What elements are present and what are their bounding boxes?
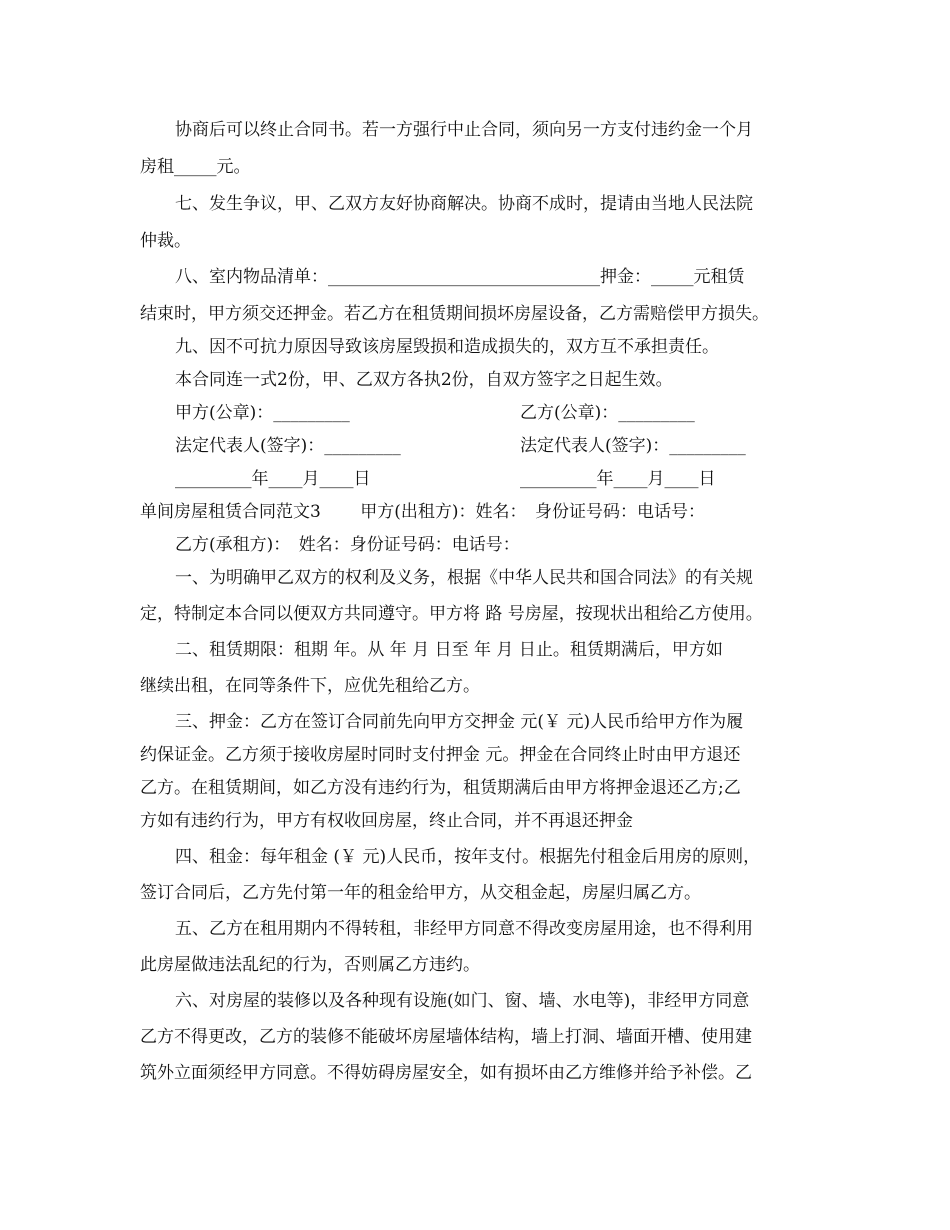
party-b-date: _________年____月____日 bbox=[520, 469, 716, 489]
paragraph-line: 房租_____元。 bbox=[140, 157, 251, 177]
paragraph-line: 仲裁。 bbox=[140, 231, 191, 251]
clause-6-line: 六、对房屋的装修以及各种现有设施(如门、窗、墙、水电等)，非经甲方同意 bbox=[175, 991, 750, 1011]
clause-9-line: 九、因不可抗力原因导致该房屋毁损和造成损失的，双方互不承担责任。 bbox=[175, 337, 719, 357]
effective-clause-line: 本合同连一式2份，甲、乙双方各执2份，自双方签字之日起生效。 bbox=[175, 370, 673, 390]
clause-8-line: 八、室内物品清单：________________________________押金：_____元租赁 bbox=[175, 267, 745, 287]
paragraph-line: 签订合同后，乙方先付第一年的租金给甲方，从交租金起，房屋归属乙方。 bbox=[140, 883, 701, 903]
paragraph-line: 乙方(承租方)： 姓名：身份证号码：电话号： bbox=[175, 535, 520, 555]
clause-2-line: 二、租赁期限：租期 年。从 年 月 日至 年 月 日止。租赁期满后，甲方如 bbox=[175, 640, 723, 660]
party-a-seal: 甲方(公章)：_________ bbox=[175, 403, 350, 423]
paragraph-line: 乙方不得更改，乙方的装修不能破坏房屋墙体结构，墙上打洞、墙面开槽、使用建 bbox=[140, 1027, 752, 1047]
paragraph-line: 结束时，甲方须交还押金。若乙方在租赁期间损坏房屋设备，乙方需赔偿甲方损失。 bbox=[140, 304, 769, 324]
paragraph-line: 方如有违约行为，甲方有权收回房屋，终止合同，并不再退还押金 bbox=[140, 811, 633, 831]
party-b-seal: 乙方(公章)：_________ bbox=[520, 403, 695, 423]
party-a-representative: 法定代表人(签字)：_________ bbox=[175, 436, 401, 456]
paragraph-line: 定，特制定本合同以便双方共同遵守。甲方将 路 号房屋，按现状出租给乙方使用。 bbox=[140, 604, 763, 624]
paragraph-line: 乙方。在租赁期间，如乙方没有违约行为，租赁期满后由甲方将押金退还乙方;乙 bbox=[140, 778, 741, 798]
clause-4-line: 四、租金：每年租金 (￥ 元)人民币，按年支付。根据先付租金后用房的原则， bbox=[175, 847, 761, 867]
clause-7-line: 七、发生争议，甲、乙双方友好协商解决。协商不成时，提请由当地人民法院 bbox=[175, 194, 753, 214]
party-a-date: _________年____月____日 bbox=[175, 469, 371, 489]
paragraph-line: 筑外立面须经甲方同意。不得妨碍房屋安全，如有损坏由乙方维修并给予补偿。乙 bbox=[140, 1063, 752, 1083]
paragraph-line: 继续出租，在同等条件下，应优先租给乙方。 bbox=[140, 676, 480, 696]
paragraph-line: 协商后可以终止合同书。若一方强行中止合同，须向另一方支付违约金一个月 bbox=[175, 120, 753, 140]
clause-5-line: 五、乙方在租用期内不得转租，非经甲方同意不得改变房屋用途，也不得利用 bbox=[175, 919, 753, 939]
party-b-representative: 法定代表人(签字)：_________ bbox=[520, 436, 746, 456]
paragraph-line: 此房屋做违法乱纪的行为，否则属乙方违约。 bbox=[140, 955, 480, 975]
contract-heading-line: 单间房屋租赁合同范文3 甲方(出租方)：姓名： 身份证号码：电话号： bbox=[140, 502, 705, 522]
clause-1-line: 一、为明确甲乙双方的权利及义务，根据《中华人民共和国合同法》的有关规 bbox=[175, 568, 753, 588]
clause-3-line: 三、押金：乙方在签订合同前先向甲方交押金 元(￥ 元)人民币给甲方作为履 bbox=[175, 712, 744, 732]
paragraph-line: 约保证金。乙方须于接收房屋时同时支付押金 元。押金在合同终止时由甲方退还 bbox=[140, 745, 741, 765]
